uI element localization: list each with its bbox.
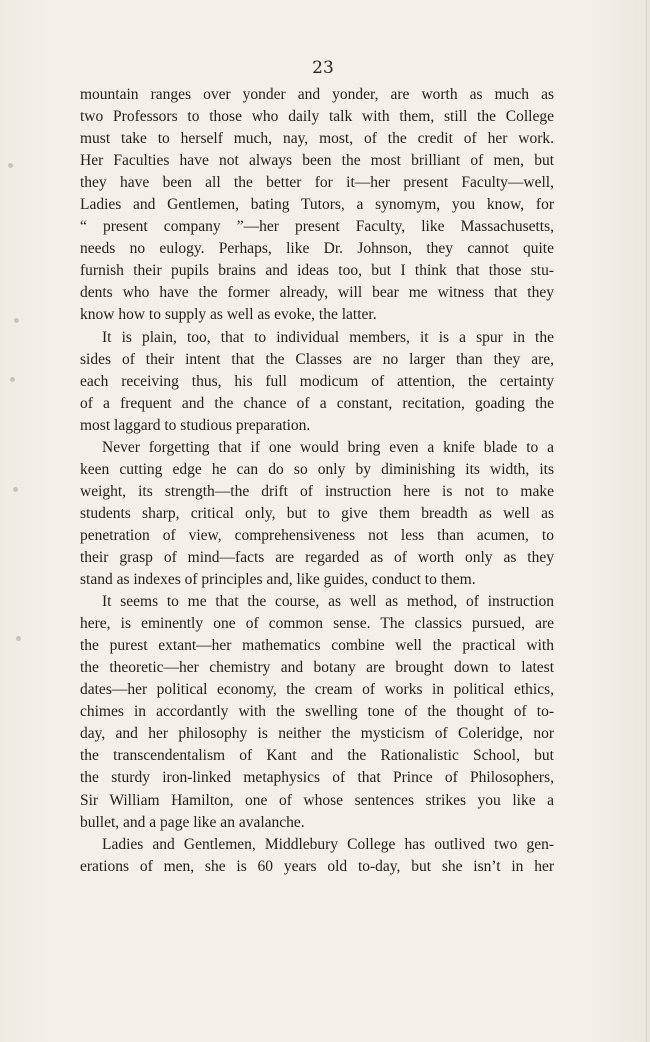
text-line: stand as indexes of principles and, like guides, conduct to them. (80, 571, 476, 589)
page-number: 23 (312, 58, 334, 78)
text-line: the purest extant—her mathematics combine well the practical with (80, 637, 554, 655)
text-line: Her Faculties have not always been the most brilliant of men, but (80, 152, 554, 170)
text-line: must take to herself much, nay, most, of the credit of her work. (80, 130, 554, 148)
text-line: mountain ranges over yonder and yonder, are worth as much as (80, 86, 554, 103)
text-line: the theoretic—her chemistry and botany are brought down to latest (80, 659, 554, 677)
margin-speck (10, 377, 15, 382)
text-line: dents who have the former already, will bear me witness that they (80, 284, 554, 302)
text-line: most laggard to studious preparation. (80, 416, 311, 434)
text-line: the transcendentalism of Kant and the Rationalistic School, but (80, 747, 554, 765)
margin-speck (14, 318, 19, 323)
text-line: of a frequent and the chance of a constant, recitation, goading the (80, 394, 554, 412)
text-line: their grasp of mind—facts are regarded as of worth only as they (80, 548, 554, 566)
text-line: “ present company ”—her present Faculty, like Massachusetts, (80, 218, 554, 236)
text-line: weight, its strength—the drift of instruction here is not to make (80, 482, 554, 500)
text-line: Ladies and Gentlemen, bating Tutors, a synomym, you know, for (80, 196, 554, 214)
margin-speck (13, 487, 18, 492)
text-line: Ladies and Gentlemen, Middlebury College has outlived two gen- (102, 835, 554, 853)
text-line: bullet, and a page like an avalanche. (80, 813, 305, 831)
text-line: It seems to me that the course, as well as method, of instruction (102, 593, 554, 611)
text-line: sides of their intent that the Classes are no larger than they are, (80, 350, 554, 368)
text-line: erations of men, she is 60 years old to-day, but she isn’t in her (80, 857, 554, 875)
margin-speck (16, 636, 21, 641)
text-line: two Professors to those who daily talk with them, still the College (80, 108, 554, 126)
text-line: Sir William Hamilton, one of whose sentences strikes you like a (80, 791, 554, 809)
text-line: furnish their pupils brains and ideas too, but I think that those stu- (80, 262, 554, 280)
text-line: dates—her political economy, the cream of works in political ethics, (80, 681, 554, 699)
text-line: chimes in accordantly with the swelling tone of the thought of to- (80, 703, 554, 721)
text-line: each receiving thus, his full modicum of attention, the certainty (80, 372, 554, 390)
text-line: the sturdy iron-linked metaphysics of that Prince of Philosophers, (80, 769, 554, 787)
text-line: needs no eulogy. Perhaps, like Dr. Johnson, they cannot quite (80, 240, 554, 258)
body-text (80, 84, 554, 878)
text-line: penetration of view, comprehensiveness not less than acumen, to (80, 526, 554, 544)
text-line: It is plain, too, that to individual members, it is a spur in the (102, 328, 554, 346)
text-line: Never forgetting that if one would bring even a knife blade to a (102, 438, 554, 456)
text-line: day, and her philosophy is neither the mysticism of Coleridge, nor (80, 725, 554, 743)
text-line: here, is eminently one of common sense. The classics pursued, are (80, 615, 554, 633)
text-line: students sharp, critical only, but to give them breadth as well as (80, 504, 554, 522)
text-line: they have been all the better for it—her present Faculty—well, (80, 174, 554, 192)
margin-speck (8, 163, 13, 168)
text-line: keen cutting edge he can do so only by diminishing its width, its (80, 460, 554, 478)
text-line: know how to supply as well as evoke, the latter. (80, 306, 377, 324)
